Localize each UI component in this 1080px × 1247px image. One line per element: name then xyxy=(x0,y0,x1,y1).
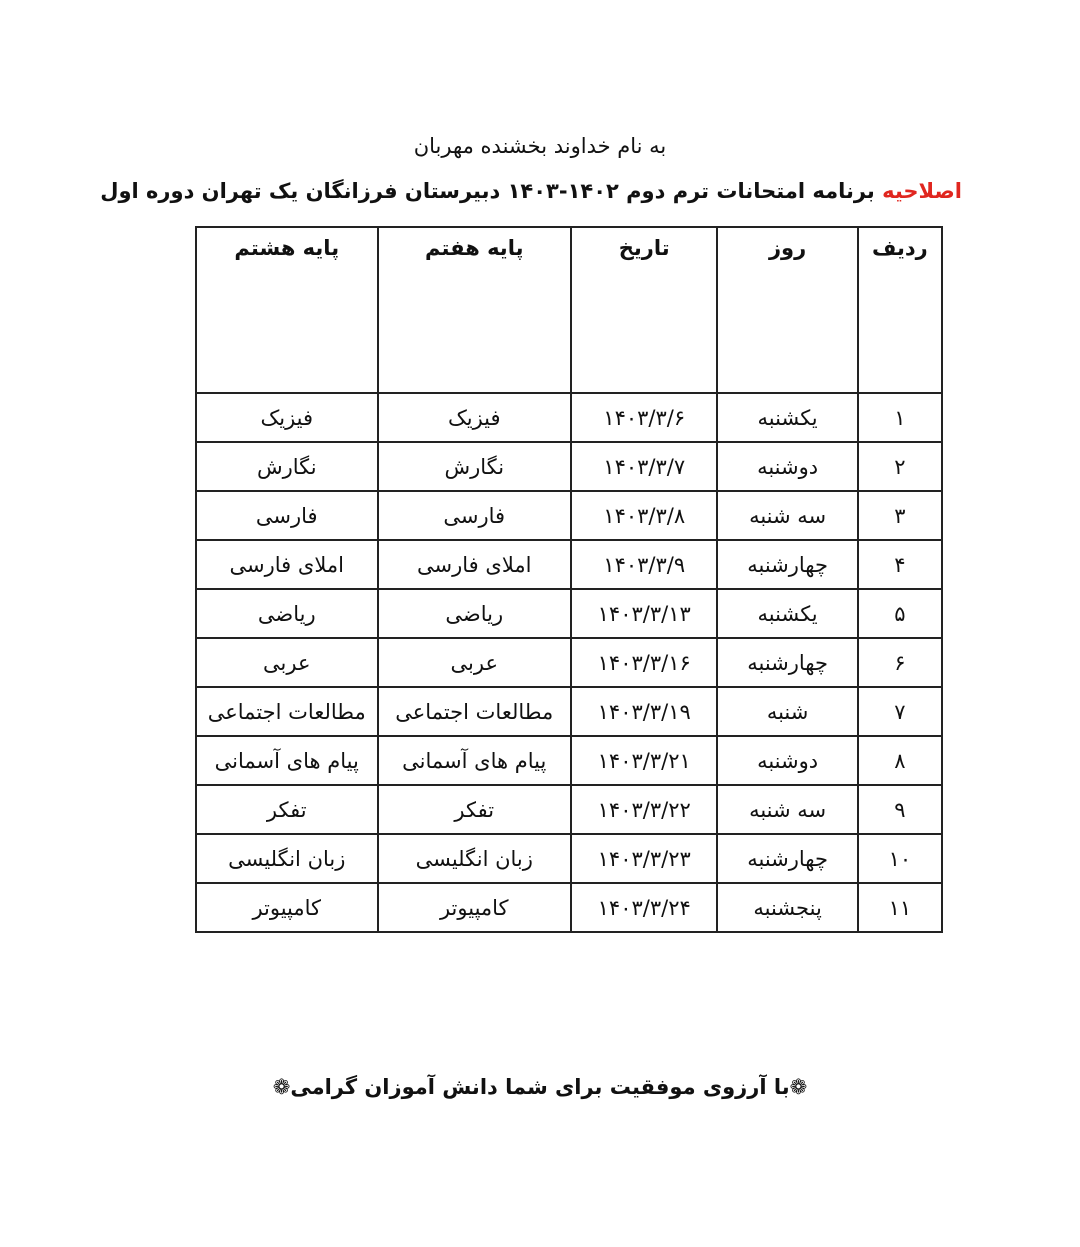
cell-day: سه شنبه xyxy=(717,491,857,540)
cell-day: چهارشنبه xyxy=(717,834,857,883)
cell-day: پنجشنبه xyxy=(717,883,857,932)
header-grade-7: پایه هفتم xyxy=(378,227,572,393)
cell-grade-7-subject: املای فارسی xyxy=(378,540,572,589)
cell-date: ۱۴۰۳/۳/۸ xyxy=(571,491,717,540)
cell-grade-8-subject: فارسی xyxy=(196,491,378,540)
cell-date: ۱۴۰۳/۳/۱۹ xyxy=(571,687,717,736)
cell-row-number: ۴ xyxy=(858,540,942,589)
cell-date: ۱۴۰۳/۳/۷ xyxy=(571,442,717,491)
cell-grade-8-subject: املای فارسی xyxy=(196,540,378,589)
cell-day: دوشنبه xyxy=(717,736,857,785)
cell-grade-8-subject: مطالعات اجتماعی xyxy=(196,687,378,736)
cell-day: دوشنبه xyxy=(717,442,857,491)
cell-grade-7-subject: عربی xyxy=(378,638,572,687)
cell-day: شنبه xyxy=(717,687,857,736)
cell-row-number: ۹ xyxy=(858,785,942,834)
cell-date: ۱۴۰۳/۳/۲۳ xyxy=(571,834,717,883)
table-body xyxy=(196,393,942,932)
cell-row-number: ۱۱ xyxy=(858,883,942,932)
cell-grade-8-subject: ریاضی xyxy=(196,589,378,638)
title-text: برنامه امتحانات ترم دوم ۱۴۰۲-۱۴۰۳ دبیرستان فرزانگان یک تهران دوره اول xyxy=(100,179,883,203)
table-row xyxy=(196,393,942,442)
cell-date: ۱۴۰۳/۳/۶ xyxy=(571,393,717,442)
cell-grade-7-subject: پیام های آسمانی xyxy=(378,736,572,785)
table-row xyxy=(196,834,942,883)
cell-row-number: ۷ xyxy=(858,687,942,736)
cell-day: چهارشنبه xyxy=(717,638,857,687)
page-title xyxy=(100,179,962,203)
cell-row-number: ۶ xyxy=(858,638,942,687)
cell-grade-7-subject: فیزیک xyxy=(378,393,572,442)
cell-date: ۱۴۰۳/۳/۲۱ xyxy=(571,736,717,785)
cell-day: چهارشنبه xyxy=(717,540,857,589)
cell-date: ۱۴۰۳/۳/۱۶ xyxy=(571,638,717,687)
cell-row-number: ۳ xyxy=(858,491,942,540)
table-row xyxy=(196,785,942,834)
cell-grade-8-subject: پیام های آسمانی xyxy=(196,736,378,785)
footer-wish: ❁با آرزوی موفقیت برای شما دانش آموزان گرامی❁ xyxy=(272,1075,808,1099)
cell-row-number: ۱ xyxy=(858,393,942,442)
table-row xyxy=(196,540,942,589)
cell-date: ۱۴۰۳/۳/۲۲ xyxy=(571,785,717,834)
cell-grade-7-subject: زبان انگلیسی xyxy=(378,834,572,883)
cell-date: ۱۴۰۳/۳/۲۴ xyxy=(571,883,717,932)
basmala-heading: به نام خداوند بخشنده مهربان xyxy=(413,134,667,158)
header-row-number: ردیف xyxy=(858,227,942,393)
cell-grade-8-subject: نگارش xyxy=(196,442,378,491)
cell-day: یکشنبه xyxy=(717,589,857,638)
cell-day: یکشنبه xyxy=(717,393,857,442)
cell-grade-8-subject: تفکر xyxy=(196,785,378,834)
amendment-flag: اصلاحیه xyxy=(882,179,962,203)
cell-grade-7-subject: تفکر xyxy=(378,785,572,834)
cell-row-number: ۱۰ xyxy=(858,834,942,883)
cell-grade-7-subject: مطالعات اجتماعی xyxy=(378,687,572,736)
cell-grade-8-subject: عربی xyxy=(196,638,378,687)
header-grade-8: پایه هشتم xyxy=(196,227,378,393)
table-row xyxy=(196,442,942,491)
cell-grade-7-subject: نگارش xyxy=(378,442,572,491)
table-header-row xyxy=(196,227,942,393)
cell-row-number: ۸ xyxy=(858,736,942,785)
table-row xyxy=(196,589,942,638)
header-day: روز xyxy=(717,227,857,393)
cell-date: ۱۴۰۳/۳/۹ xyxy=(571,540,717,589)
cell-grade-8-subject: زبان انگلیسی xyxy=(196,834,378,883)
cell-row-number: ۲ xyxy=(858,442,942,491)
table-row xyxy=(196,687,942,736)
cell-grade-8-subject: کامپیوتر xyxy=(196,883,378,932)
cell-grade-7-subject: کامپیوتر xyxy=(378,883,572,932)
cell-grade-8-subject: فیزیک xyxy=(196,393,378,442)
table-row xyxy=(196,638,942,687)
cell-row-number: ۵ xyxy=(858,589,942,638)
header-date: تاریخ xyxy=(571,227,717,393)
exam-schedule-table xyxy=(195,226,943,933)
table-row xyxy=(196,883,942,932)
cell-grade-7-subject: ریاضی xyxy=(378,589,572,638)
table-row xyxy=(196,736,942,785)
cell-day: سه شنبه xyxy=(717,785,857,834)
cell-date: ۱۴۰۳/۳/۱۳ xyxy=(571,589,717,638)
table-row xyxy=(196,491,942,540)
cell-grade-7-subject: فارسی xyxy=(378,491,572,540)
